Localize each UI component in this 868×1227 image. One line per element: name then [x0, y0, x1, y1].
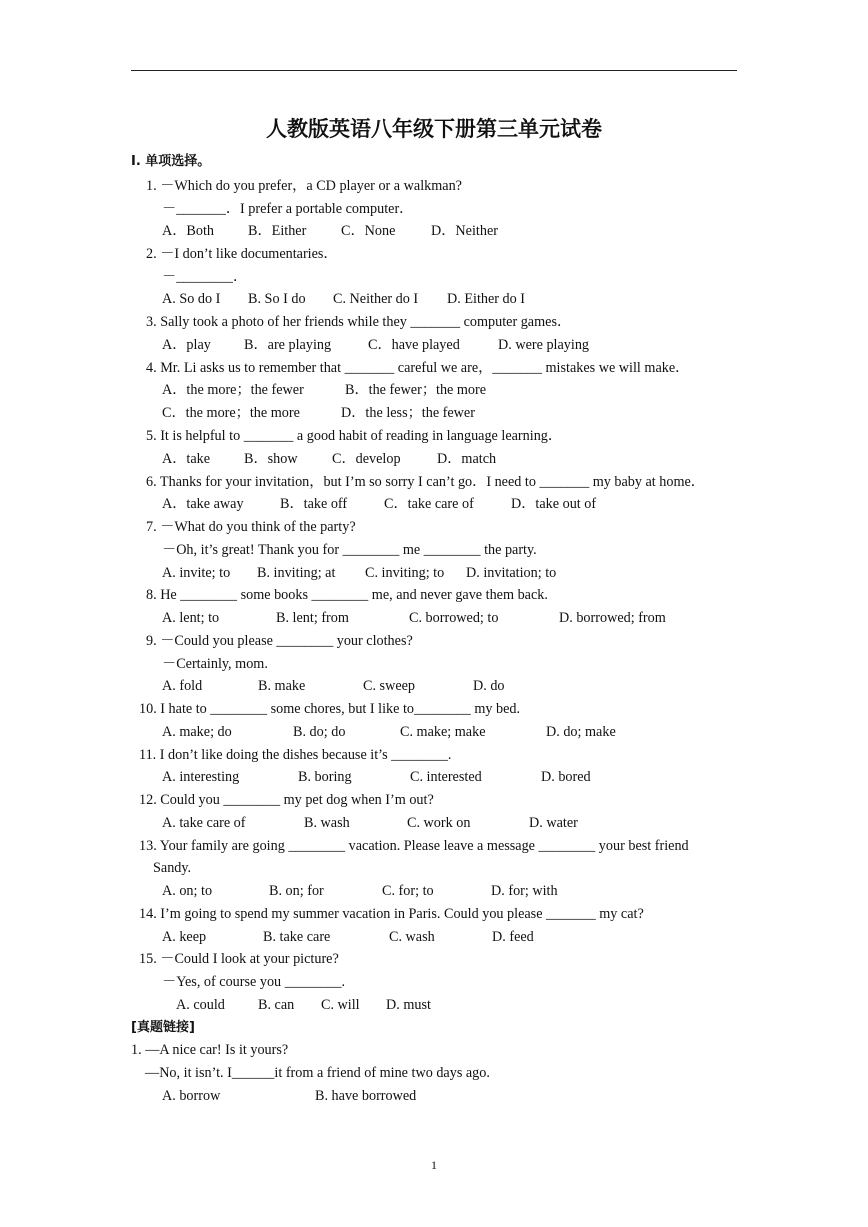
question-14: 14. I’m going to spend my summer vacation in Paris. Could you please _______ my cat? [139, 906, 644, 922]
option-6a: A．take away [162, 496, 244, 512]
question-15: 15. －Could I look at your picture? [139, 951, 339, 967]
option-8d: D. borrowed; from [559, 610, 666, 626]
option-13c: C. for; to [382, 883, 434, 899]
option-4d: D．the less；the fewer [341, 405, 475, 421]
question-8: 8. He ________ some books ________ me, and never gave them back. [146, 587, 548, 603]
exam-question-1-response: —No, it isn’t. I______it from a friend of mine two days ago. [145, 1065, 490, 1081]
option-4c: C．the more；the more [162, 405, 300, 421]
option-14c: C. wash [389, 929, 435, 945]
option-1a: A．Both [162, 223, 215, 239]
option-15a: A. could [176, 997, 225, 1013]
page-title: 人教版英语八年级下册第三单元试卷 [266, 117, 602, 141]
option-5d: D．match [437, 451, 497, 467]
option-15d: D. must [386, 997, 431, 1013]
option-15b: B. can [258, 997, 295, 1013]
option-11a: A. interesting [162, 769, 240, 785]
question-1-response: －_______．I prefer a portable computer． [162, 201, 414, 217]
option-7a: A. invite; to [162, 565, 231, 581]
option-2b: B. So I do [248, 291, 306, 307]
option-10a: A. make; do [162, 724, 232, 740]
option-11c: C. interested [410, 769, 482, 785]
option-1b: B．Either [248, 223, 307, 239]
page-number: 1 [431, 1158, 437, 1172]
question-2: 2. －I don’t like documentaries． [146, 246, 338, 262]
option-14b: B. take care [263, 929, 331, 945]
option-9d: D. do [473, 678, 505, 694]
question-7: 7. －What do you think of the party? [146, 519, 356, 535]
question-3: 3. Sally took a photo of her friends while they _______ computer games． [146, 314, 572, 330]
option-13a: A. on; to [162, 883, 213, 899]
option-5c: C．develop [332, 451, 401, 467]
option-11d: D. bored [541, 769, 591, 785]
option-14d: D. feed [492, 929, 534, 945]
option-1c: C．None [341, 223, 396, 239]
option-3d: D. were playing [498, 337, 590, 353]
section-heading-single-choice: I. 单项选择。 [131, 154, 211, 169]
question-5: 5. It is helpful to _______ a good habit of reading in language learning． [146, 428, 563, 444]
option-6b: B．take off [280, 496, 348, 512]
option-4a: A．the more；the fewer [162, 382, 304, 398]
option-12d: D. water [529, 815, 578, 831]
question-4: 4. Mr. Li asks us to remember that _______ careful we are，_______ mistakes we will make． [146, 360, 690, 376]
option-2c: C. Neither do I [333, 291, 419, 307]
option-15c: C. will [321, 997, 360, 1013]
option-9c: C. sweep [363, 678, 416, 694]
question-15-response: －Yes, of course you ________. [162, 974, 345, 990]
option-3c: C．have played [368, 337, 460, 353]
option-3a: A．play [162, 337, 211, 353]
question-6: 6. Thanks for your invitation，but I’m so sorry I can’t go．I need to _______ my baby at home． [146, 474, 705, 490]
option-6d: D．take out of [511, 496, 597, 512]
option-11b: B. boring [298, 769, 352, 785]
question-13-continued: Sandy. [153, 860, 192, 876]
option-3b: B．are playing [244, 337, 332, 353]
option-5a: A．take [162, 451, 211, 467]
question-11: 11. I don’t like doing the dishes because it’s ________. [139, 747, 452, 763]
exam-question-1: 1. —A nice car! Is it yours? [131, 1042, 289, 1058]
option-13b: B. on; for [269, 883, 324, 899]
option-8b: B. lent; from [276, 610, 349, 626]
option-5b: B．show [244, 451, 298, 467]
option-9a: A. fold [162, 678, 203, 694]
question-12: 12. Could you ________ my pet dog when I’m out? [139, 792, 434, 808]
option-12c: C. work on [407, 815, 471, 831]
header-rule [131, 70, 737, 71]
option-14a: A. keep [162, 929, 207, 945]
option-2d: D. Either do I [447, 291, 526, 307]
option-6c: C．take care of [384, 496, 474, 512]
option-10b: B. do; do [293, 724, 346, 740]
option-1d: D．Neither [431, 223, 498, 239]
question-7-response: －Oh, it’s great! Thank you for ________ me ________ the party. [162, 542, 537, 558]
option-10c: C. make; make [400, 724, 486, 740]
option-12b: B. wash [304, 815, 350, 831]
question-1: 1. －Which do you prefer，a CD player or a walkman? [146, 178, 462, 194]
option-4b: B．the fewer；the more [345, 382, 487, 398]
option-8a: A. lent; to [162, 610, 220, 626]
exam-option-1b: B. have borrowed [315, 1088, 417, 1104]
question-9: 9. －Could you please ________ your clothes? [146, 633, 413, 649]
question-2-response: －________． [162, 269, 248, 285]
option-7c: C. inviting; to [365, 565, 445, 581]
option-7b: B. inviting; at [257, 565, 336, 581]
exam-option-1a: A. borrow [162, 1088, 221, 1104]
question-9-response: －Certainly, mom. [162, 656, 268, 672]
section-heading-exam-link: [真题链接] [131, 1020, 195, 1035]
option-8c: C. borrowed; to [409, 610, 499, 626]
option-12a: A. take care of [162, 815, 246, 831]
option-7d: D. invitation; to [466, 565, 557, 581]
option-9b: B. make [258, 678, 306, 694]
question-13: 13. Your family are going ________ vacation. Please leave a message ________ your best friend [139, 838, 689, 854]
option-10d: D. do; make [546, 724, 616, 740]
option-13d: D. for; with [491, 883, 558, 899]
option-2a: A. So do I [162, 291, 221, 307]
question-10: 10. I hate to ________ some chores, but I like to________ my bed. [139, 701, 521, 717]
